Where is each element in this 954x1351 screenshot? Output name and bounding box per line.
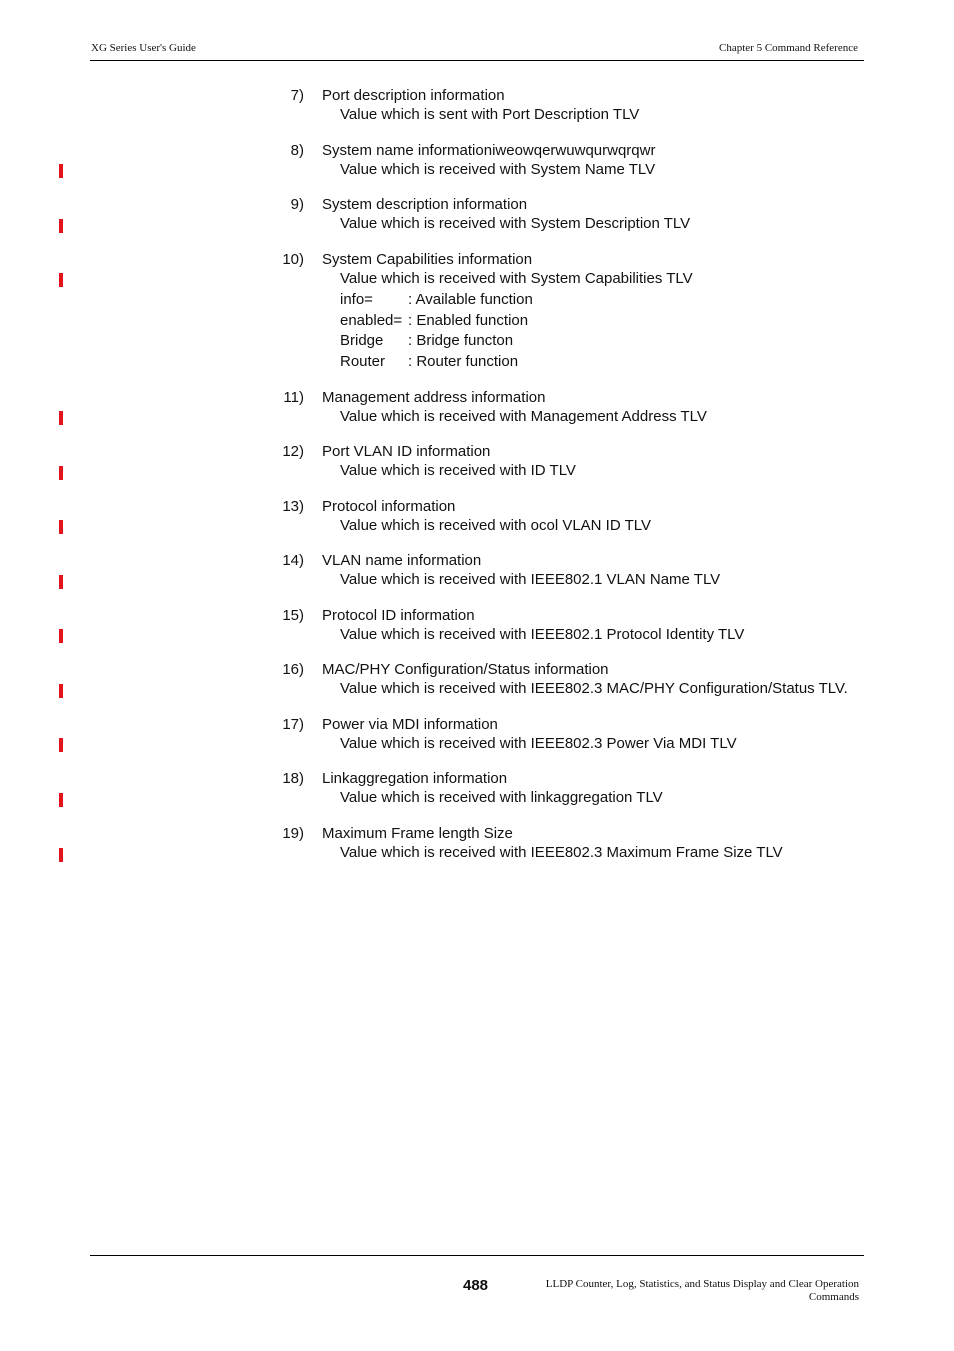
item-description: Value which is received with IEEE802.1 Protocol Identity TLV bbox=[340, 626, 745, 643]
item-number: 16) bbox=[282, 661, 304, 678]
capability-key: info= bbox=[340, 291, 373, 308]
change-bar bbox=[59, 164, 63, 178]
item-title: Management address information bbox=[322, 389, 546, 406]
item-description: Value which is sent with Port Description TLV bbox=[340, 106, 640, 123]
item-number: 14) bbox=[282, 552, 304, 569]
item-description: Value which is received with IEEE802.3 Power Via MDI TLV bbox=[340, 735, 737, 752]
item-number: 19) bbox=[282, 825, 304, 842]
item-description: Value which is received with ID TLV bbox=[340, 462, 576, 479]
item-title: Protocol ID information bbox=[322, 607, 475, 624]
item-number: 12) bbox=[282, 443, 304, 460]
item-title: Port description information bbox=[322, 87, 505, 104]
item-description: Value which is received with ocol VLAN ID TLV bbox=[340, 517, 651, 534]
item-title: Protocol information bbox=[322, 498, 456, 515]
footer-section-line: LLDP Counter, Log, Statistics, and Status Display and Clear Operation bbox=[545, 1278, 859, 1290]
change-bar bbox=[59, 466, 63, 480]
item-title: Linkaggregation information bbox=[322, 770, 508, 787]
change-bar bbox=[59, 219, 63, 233]
change-bar bbox=[59, 411, 63, 425]
change-bar bbox=[59, 684, 63, 698]
change-bar bbox=[59, 629, 63, 643]
change-bar bbox=[59, 273, 63, 287]
change-bar bbox=[59, 575, 63, 589]
item-title: Port VLAN ID information bbox=[322, 443, 491, 460]
item-description: Value which is received with IEEE802.3 MAC/PHY Configuration/Status TLV. bbox=[340, 680, 848, 697]
item-number: 15) bbox=[282, 607, 304, 624]
item-title: System description information bbox=[322, 196, 528, 213]
footer-rule bbox=[90, 1255, 864, 1256]
item-title: System name informationiweowqerwuwqurwqrqwr bbox=[322, 142, 656, 159]
footer-section-line: Commands bbox=[808, 1291, 859, 1303]
footer-section-title bbox=[546, 1278, 859, 1304]
running-header-title: XG Series User's Guide bbox=[91, 42, 196, 54]
capability-key: Router bbox=[340, 353, 386, 370]
item-description: Value which is received with System Capabilities TLV bbox=[340, 270, 693, 287]
item-description: Value which is received with linkaggregation TLV bbox=[340, 789, 663, 806]
item-title: System Capabilities information bbox=[322, 251, 533, 268]
change-bar bbox=[59, 520, 63, 534]
change-bar bbox=[59, 793, 63, 807]
item-title: Maximum Frame length Size bbox=[322, 825, 513, 842]
page-number: 488 bbox=[463, 1277, 489, 1294]
capability-key: Bridge bbox=[340, 332, 384, 349]
item-description: Value which is received with IEEE802.3 Maximum Frame Size TLV bbox=[340, 844, 783, 861]
capability-value: : Bridge functon bbox=[408, 332, 514, 349]
item-description: Value which is received with System Description TLV bbox=[340, 215, 691, 232]
item-title: MAC/PHY Configuration/Status information bbox=[322, 661, 609, 678]
capability-value: : Available function bbox=[408, 291, 533, 308]
item-number: 17) bbox=[282, 716, 304, 733]
header-rule bbox=[90, 60, 864, 61]
item-description: Value which is received with IEEE802.1 VLAN Name TLV bbox=[340, 571, 721, 588]
capability-value: : Router function bbox=[408, 353, 519, 370]
item-title: Power via MDI information bbox=[322, 716, 498, 733]
item-number: 10) bbox=[282, 251, 304, 268]
item-number: 18) bbox=[282, 770, 304, 787]
item-number: 7) bbox=[290, 87, 304, 104]
change-bar bbox=[59, 738, 63, 752]
capability-key: enabled= bbox=[340, 312, 403, 329]
capability-value: : Enabled function bbox=[408, 312, 529, 329]
item-title: VLAN name information bbox=[322, 552, 482, 569]
running-header-chapter: Chapter 5 Command Reference bbox=[719, 42, 858, 54]
item-number: 9) bbox=[290, 196, 304, 213]
item-description: Value which is received with System Name TLV bbox=[340, 161, 656, 178]
change-bar bbox=[59, 848, 63, 862]
item-description: Value which is received with Management Address TLV bbox=[340, 408, 707, 425]
item-number: 8) bbox=[290, 142, 304, 159]
item-number: 13) bbox=[282, 498, 304, 515]
item-number: 11) bbox=[283, 389, 304, 406]
